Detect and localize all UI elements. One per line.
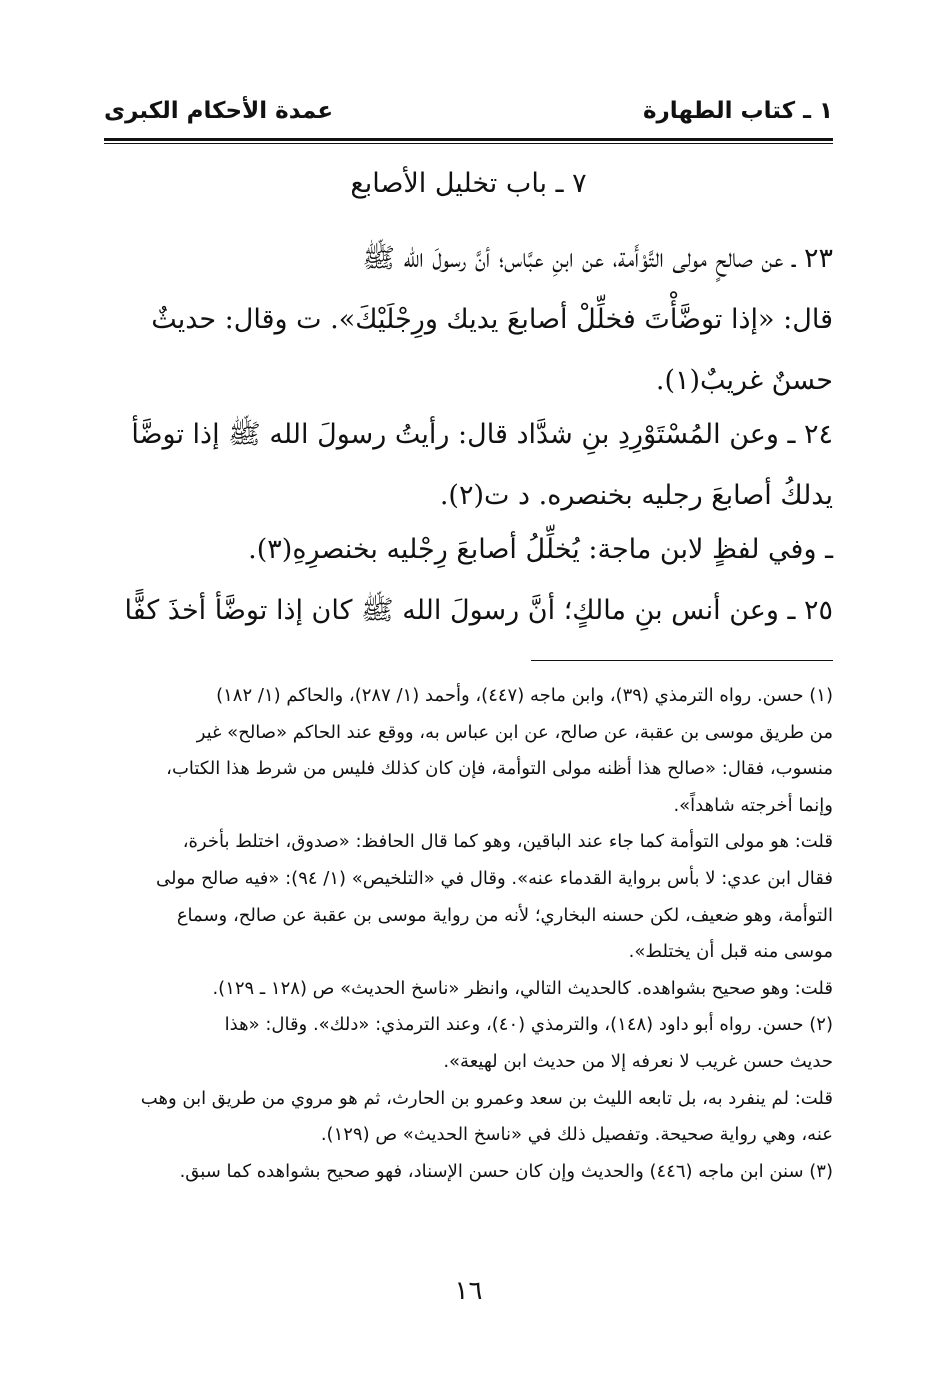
footnote-line: (٢) حسن. رواه أبو داود (١٤٨)، والترمذي (٤٠)، وعند الترمذي: «دلك». وقال: «هذا (224, 1014, 833, 1036)
footnotes (103, 678, 833, 1190)
main-line: ـ وفي لفظٍ لابن ماجة: يُخلِّلُ أصابعَ رِجْليه بخنصرِهِ(٣). (248, 534, 833, 565)
main-line: ٢٤ ـ وعن المُسْتَوْرِدِ بنِ شدَّاد قال: رأيتُ رسولَ الله ﷺ إذا توضَّأ (131, 419, 833, 450)
footnote-line: قلت: هو مولى التوأمة كما جاء عند الباقين، وهو كما قال الحافظ: «صدوق، اختلط بأخرة، (182, 831, 833, 853)
main-text (103, 519, 833, 580)
header-rule-thin (104, 143, 833, 144)
main-text (103, 404, 833, 526)
footnote-line: (٣) سنن ابن ماجه (٤٤٦) والحديث وإن كان حسن الإسناد، فهو صحيح بشواهده كما سبق. (179, 1160, 833, 1182)
main-text (103, 580, 833, 641)
footnote-line: قلت: وهو صحيح بشواهده. كالحديث التالي، وانظر «ناسخ الحديث» ص (١٢٨ ـ ١٢٩). (212, 977, 833, 999)
running-header-section: ١ ـ كتاب الطهارة (642, 98, 833, 124)
footnote-line: حديث حسن غريب لا نعرفه إلا من حديث ابن لهيعة». (443, 1050, 833, 1072)
footnote-line: (١) حسن. رواه الترمذي (٣٩)، وابن ماجه (٤٤٧)، وأحمد (١/ ٢٨٧)، والحاكم (١/ ١٨٢) (216, 685, 833, 706)
footnote-line: منسوب، فقال: «صالح هذا أظنه مولى التوأمة، فإن كان كذلك فليس من شرط هذا الكتاب، (166, 758, 833, 780)
main-line: قال: «إذا توضَّأْتَ فخلِّلْ أصابعَ يديك ورِجْلَيْكَ». ت وقال: حديثٌ (151, 304, 833, 335)
page-number: ١٦ (454, 1276, 483, 1306)
main-line: يدلكُ أصابعَ رجليه بخنصره. د ت(٢). (439, 480, 833, 511)
running-header-book-title: عمدة الأحكام الكبرى (104, 98, 334, 124)
main-line: ٢٣ ـ عن صالحٍ مولى التَّوْأَمة، عن ابنِ عبَّاس؛ أنَّ رسولَ الله ﷺ (362, 243, 833, 274)
main-line: حسنٌ غريبٌ(١). (655, 365, 833, 396)
footnote-separator (531, 660, 833, 661)
footnote-line: فقال ابن عدي: لا بأس برواية القدماء عنه». وقال في «التلخيص» (١/ ٩٤): «فيه صالح مولى (155, 867, 833, 889)
footnote-line: موسى منه قبل أن يختلط». (628, 941, 833, 963)
main-text (103, 228, 833, 411)
footnote-line: قلت: لم ينفرد به، بل تابعه الليث بن سعد وعمرو بن الحارث، ثم هو مروي من طريق ابن وهب (140, 1087, 833, 1109)
footnote-line: عنه، وهي رواية صحيحة. وتفصيل ذلك في «ناسخ الحديث» ص (١٢٩). (320, 1124, 833, 1146)
main-line: ٢٥ ـ وعن أنس بنِ مالكٍ؛ أنَّ رسولَ الله ﷺ كان إذا توضَّأ أخذَ كفًّا (124, 595, 833, 626)
chapter-title: ٧ ـ باب تخليل الأصابع (350, 168, 587, 199)
header-rule (104, 138, 833, 141)
footnote-line: وإنما أخرجته شاهداً». (673, 794, 833, 816)
footnote-line: التوأمة، وهو ضعيف، لكن حسنه البخاري؛ لأنه من رواية موسى بن عقبة عن صالح، وسماع (176, 904, 833, 926)
footnote-line: من طريق موسى بن عقبة، عن صالح، عن ابن عباس به، ووقع عند الحاكم «صالح» غير (196, 721, 833, 743)
